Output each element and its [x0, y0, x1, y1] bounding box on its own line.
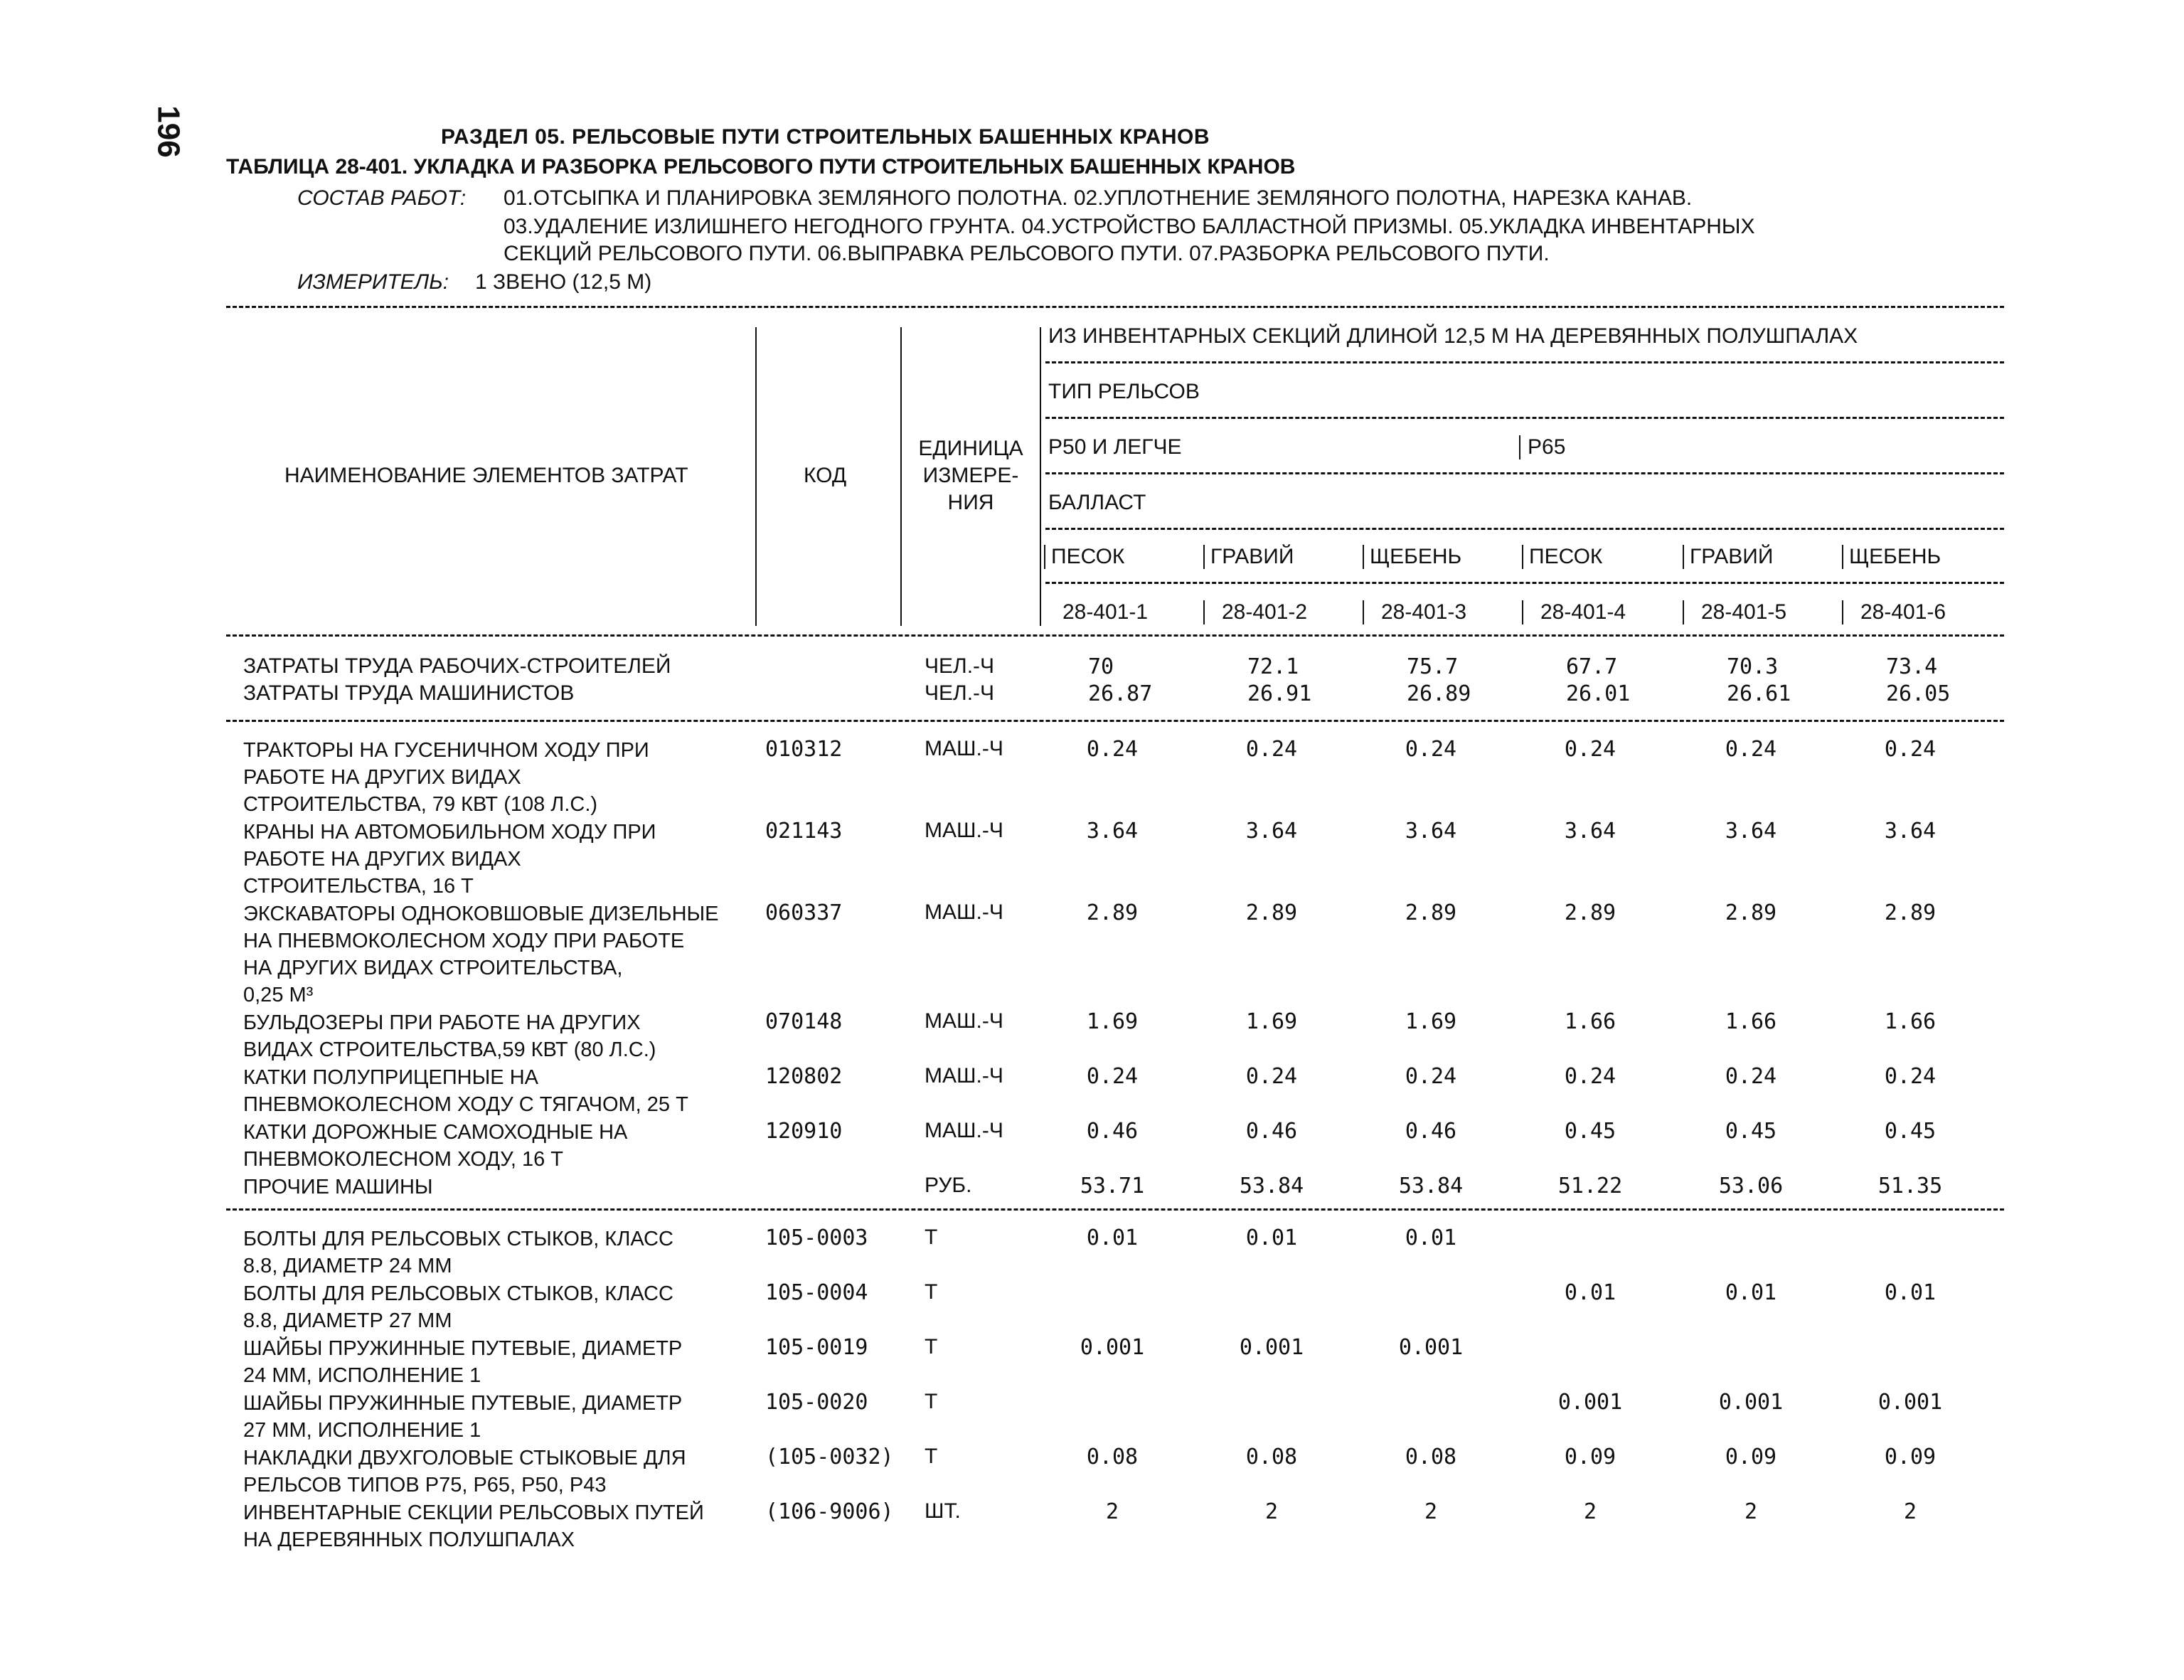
machines-value: 51.22 [1557, 1174, 1623, 1198]
materials-value: 0.08 [1245, 1445, 1298, 1469]
machines-row-name-line: СТРОИТЕЛЬСТВА, 79 КВТ (108 Л.С.) [243, 793, 598, 816]
machines-value: 2.89 [1245, 900, 1298, 925]
materials-row-code: (106-9006) [765, 1499, 894, 1524]
materials-value: 0.01 [1884, 1280, 1937, 1305]
materials-value: 2 [1583, 1499, 1597, 1524]
table-title: ТАБЛИЦА 28-401. УКЛАДКА И РАЗБОРКА РЕЛЬСОВОГО ПУТИ СТРОИТЕЛЬНЫХ БАШЕННЫХ КРАНОВ [226, 155, 1296, 179]
labor-value: 67.7 [1566, 654, 1618, 679]
divider [226, 1208, 2004, 1211]
machines-row-code: 060337 [765, 900, 843, 925]
machines-row-name-line: КАТКИ ДОРОЖНЫЕ САМОХОДНЫЕ НА [243, 1121, 628, 1144]
materials-value: 0.01 [1245, 1226, 1298, 1250]
materials-row-code: 105-0004 [765, 1280, 868, 1305]
materials-value: 0.001 [1557, 1390, 1623, 1415]
divider [1045, 582, 2004, 584]
machines-row-unit: МАШ.-Ч [925, 737, 1003, 760]
machines-row-name-line: ПНЕВМОКОЛЕСНОМ ХОДУ, 16 Т [243, 1148, 563, 1171]
materials-row-name-line: ШАЙБЫ ПРУЖИННЫЕ ПУТЕВЫЕ, ДИАМЕТР [243, 1392, 683, 1415]
materials-row-unit: ШТ. [925, 1499, 961, 1523]
labor-value: 72.1 [1247, 654, 1299, 679]
materials-value: 2 [1744, 1499, 1758, 1524]
header-code-column: КОД [804, 464, 847, 487]
materials-value: 0.09 [1725, 1445, 1777, 1469]
divider [1045, 417, 2004, 419]
header-column-code: 28-401-4 [1540, 600, 1626, 624]
work-composition-line: 03.УДАЛЕНИЕ ИЗЛИШНЕГО НЕГОДНОГО ГРУНТА. 04.УСТРОЙСТВО БАЛЛАСТНОЙ ПРИЗМЫ. 05.УКЛАДКА ИНВЕНТАРНЫХ [504, 215, 1755, 238]
divider [1045, 361, 2004, 363]
machines-value: 2.89 [1884, 900, 1937, 925]
column-divider [1842, 545, 1843, 569]
machines-value: 2.89 [1564, 900, 1616, 925]
materials-value: 0.08 [1405, 1445, 1457, 1469]
machines-value: 53.06 [1718, 1174, 1784, 1198]
machines-value: 3.64 [1884, 819, 1937, 844]
divider [226, 720, 2004, 722]
header-rail-p65: Р65 [1528, 435, 1566, 459]
machines-value: 3.64 [1564, 819, 1616, 844]
machines-value: 0.24 [1564, 1064, 1616, 1089]
materials-value: 2 [1264, 1499, 1279, 1524]
column-divider [1522, 545, 1523, 569]
materials-value: 0.001 [1239, 1335, 1304, 1360]
header-unit-line: ИЗМЕРЕ- [922, 464, 1019, 487]
materials-value: 0.01 [1086, 1226, 1139, 1250]
materials-row-name-line: 24 ММ, ИСПОЛНЕНИЕ 1 [243, 1364, 481, 1387]
work-composition-line: СЕКЦИЙ РЕЛЬСОВОГО ПУТИ. 06.ВЫПРАВКА РЕЛЬСОВОГО ПУТИ. 07.РАЗБОРКА РЕЛЬСОВОГО ПУТИ. [504, 242, 1550, 265]
materials-row-code: 105-0019 [765, 1335, 868, 1360]
materials-row-unit: Т [925, 1445, 938, 1468]
machines-row-name-line: КАТКИ ПОЛУПРИЦЕПНЫЕ НА [243, 1066, 538, 1089]
labor-row-name: ЗАТРАТЫ ТРУДА МАШИНИСТОВ [243, 681, 575, 705]
machines-value: 53.84 [1239, 1174, 1304, 1198]
labor-value: 26.89 [1407, 681, 1471, 706]
machines-value: 2.89 [1405, 900, 1457, 925]
header-ballast-type: ПЕСОК [1051, 545, 1125, 568]
machines-value: 0.45 [1564, 1119, 1616, 1144]
machines-value: 1.66 [1884, 1009, 1937, 1034]
machines-value: 0.24 [1086, 737, 1139, 762]
divider [1045, 528, 2004, 530]
column-divider [900, 327, 902, 626]
machines-value: 0.46 [1245, 1119, 1298, 1144]
materials-row-unit: Т [925, 1280, 938, 1304]
materials-row-unit: Т [925, 1390, 938, 1413]
machines-row-unit: РУБ. [925, 1174, 972, 1197]
materials-row-name-line: РЕЛЬСОВ ТИПОВ Р75, Р65, Р50, Р43 [243, 1474, 607, 1496]
machines-value: 1.69 [1245, 1009, 1298, 1034]
work-composition-label: СОСТАВ РАБОТ: [297, 186, 467, 210]
machines-value: 1.66 [1564, 1009, 1616, 1034]
labor-value: 73.4 [1886, 654, 1938, 679]
machines-value: 1.66 [1725, 1009, 1777, 1034]
divider [226, 306, 2004, 308]
machines-value: 53.71 [1080, 1174, 1145, 1198]
machines-row-name-line: ТРАКТОРЫ НА ГУСЕНИЧНОМ ХОДУ ПРИ [243, 739, 649, 762]
materials-value: 0.09 [1884, 1445, 1937, 1469]
column-divider [1842, 600, 1843, 624]
column-divider [1203, 600, 1205, 624]
machines-value: 2.89 [1725, 900, 1777, 925]
machines-value: 1.69 [1405, 1009, 1457, 1034]
materials-row-unit: Т [925, 1226, 938, 1249]
machines-row-code: 120802 [765, 1064, 843, 1089]
machines-value: 1.69 [1086, 1009, 1139, 1034]
machines-row-unit: МАШ.-Ч [925, 819, 1003, 842]
divider [1045, 472, 2004, 474]
header-rail-type: ТИП РЕЛЬСОВ [1048, 380, 1200, 403]
labor-row-unit: ЧЕЛ.-Ч [925, 654, 995, 678]
machines-row-code: 021143 [765, 819, 843, 844]
machines-row-name-line: БУЛЬДОЗЕРЫ ПРИ РАБОТЕ НА ДРУГИХ [243, 1011, 641, 1034]
machines-value: 0.24 [1884, 1064, 1937, 1089]
machines-value: 0.24 [1086, 1064, 1139, 1089]
machines-row-name-line: НА ПНЕВМОКОЛЕСНОМ ХОДУ ПРИ РАБОТЕ [243, 930, 685, 952]
materials-row-code: (105-0032) [765, 1445, 894, 1469]
labor-value: 75.7 [1407, 654, 1459, 679]
materials-value: 0.001 [1398, 1335, 1464, 1360]
machines-row-unit: МАШ.-Ч [925, 900, 1003, 924]
header-column-code: 28-401-1 [1062, 600, 1149, 624]
materials-value: 2 [1105, 1499, 1119, 1524]
machines-row-name-line: СТРОИТЕЛЬСТВА, 16 Т [243, 875, 474, 898]
column-divider [1040, 327, 1041, 626]
machines-value: 0.24 [1725, 1064, 1777, 1089]
labor-value: 26.01 [1566, 681, 1631, 706]
header-column-code: 28-401-6 [1860, 600, 1946, 624]
machines-value: 0.45 [1725, 1119, 1777, 1144]
machines-row-name-line: НА ДРУГИХ ВИДАХ СТРОИТЕЛЬСТВА, [243, 957, 623, 979]
machines-row-name-line: 0,25 М³ [243, 984, 314, 1006]
machines-row-name-line: ВИДАХ СТРОИТЕЛЬСТВА,59 КВТ (80 Л.С.) [243, 1038, 656, 1061]
machines-row-code: 010312 [765, 737, 843, 762]
machines-row-name-line: ЭКСКАВАТОРЫ ОДНОКОВШОВЫЕ ДИЗЕЛЬНЫЕ [243, 903, 719, 925]
machines-value: 3.64 [1405, 819, 1457, 844]
header-ballast: БАЛЛАСТ [1048, 491, 1146, 514]
column-divider [1522, 600, 1523, 624]
header-ballast-type: ЩЕБЕНЬ [1370, 545, 1462, 568]
labor-value: 26.61 [1727, 681, 1791, 706]
machines-value: 0.24 [1405, 1064, 1457, 1089]
header-ballast-type: ГРАВИЙ [1690, 545, 1774, 568]
materials-row-name-line: ИНВЕНТАРНЫЕ СЕКЦИИ РЕЛЬСОВЫХ ПУТЕЙ [243, 1501, 704, 1524]
header-column-code: 28-401-3 [1381, 600, 1467, 624]
page-number: 196 [151, 105, 186, 158]
machines-value: 3.64 [1245, 819, 1298, 844]
machines-row-unit: МАШ.-Ч [925, 1064, 1003, 1088]
header-name-column: НАИМЕНОВАНИЕ ЭЛЕМЕНТОВ ЗАТРАТ [284, 464, 688, 487]
labor-value: 70 [1088, 654, 1114, 679]
column-divider [1363, 600, 1364, 624]
header-group: ИЗ ИНВЕНТАРНЫХ СЕКЦИЙ ДЛИНОЙ 12,5 М НА ДЕРЕВЯННЫХ ПОЛУШПАЛАХ [1048, 324, 1858, 348]
machines-row-code: 070148 [765, 1009, 843, 1034]
column-divider [1044, 545, 1045, 569]
machines-row-name-line: РАБОТЕ НА ДРУГИХ ВИДАХ [243, 766, 521, 789]
machines-row-code: 120910 [765, 1119, 843, 1144]
machines-value: 0.24 [1245, 1064, 1298, 1089]
materials-value: 2 [1903, 1499, 1917, 1524]
column-divider [1203, 545, 1205, 569]
labor-value: 26.87 [1088, 681, 1153, 706]
materials-row-name-line: БОЛТЫ ДЛЯ РЕЛЬСОВЫХ СТЫКОВ, КЛАСС [243, 1228, 673, 1250]
materials-value: 0.01 [1725, 1280, 1777, 1305]
column-divider [1519, 435, 1520, 459]
machines-value: 0.24 [1725, 737, 1777, 762]
measure-label: ИЗМЕРИТЕЛЬ: [297, 270, 449, 294]
materials-value: 0.001 [1080, 1335, 1145, 1360]
materials-row-name-line: НАКЛАДКИ ДВУХГОЛОВЫЕ СТЫКОВЫЕ ДЛЯ [243, 1447, 686, 1469]
machines-row-name-line: КРАНЫ НА АВТОМОБИЛЬНОМ ХОДУ ПРИ [243, 821, 656, 844]
machines-value: 0.24 [1245, 737, 1298, 762]
section-title: РАЗДЕЛ 05. РЕЛЬСОВЫЕ ПУТИ СТРОИТЕЛЬНЫХ БАШЕННЫХ КРАНОВ [441, 125, 1210, 149]
labor-row-unit: ЧЕЛ.-Ч [925, 681, 995, 705]
header-column-code: 28-401-2 [1222, 600, 1308, 624]
header-ballast-type: ПЕСОК [1529, 545, 1603, 568]
machines-value: 0.45 [1884, 1119, 1937, 1144]
machines-value: 51.35 [1877, 1174, 1943, 1198]
materials-row-name-line: 8.8, ДИАМЕТР 27 ММ [243, 1309, 452, 1332]
column-divider [1683, 545, 1684, 569]
header-ballast-type: ЩЕБЕНЬ [1849, 545, 1941, 568]
header-unit-line: ЕДИНИЦА [918, 437, 1023, 460]
materials-value: 0.09 [1564, 1445, 1616, 1469]
machines-row-unit: МАШ.-Ч [925, 1119, 1003, 1142]
labor-value: 70.3 [1727, 654, 1779, 679]
labor-value: 26.91 [1247, 681, 1312, 706]
column-divider [1683, 600, 1684, 624]
machines-row-name-line: ПРОЧИЕ МАШИНЫ [243, 1176, 433, 1198]
materials-value: 0.01 [1564, 1280, 1616, 1305]
machines-row-unit: МАШ.-Ч [925, 1009, 1003, 1033]
materials-row-code: 105-0020 [765, 1390, 868, 1415]
measure-value: 1 ЗВЕНО (12,5 М) [475, 270, 652, 294]
machines-row-name-line: РАБОТЕ НА ДРУГИХ ВИДАХ [243, 848, 521, 871]
machines-value: 3.64 [1086, 819, 1139, 844]
header-column-code: 28-401-5 [1701, 600, 1787, 624]
machines-value: 0.24 [1884, 737, 1937, 762]
materials-row-name-line: БОЛТЫ ДЛЯ РЕЛЬСОВЫХ СТЫКОВ, КЛАСС [243, 1282, 673, 1305]
materials-row-code: 105-0003 [765, 1226, 868, 1250]
materials-row-name-line: 27 ММ, ИСПОЛНЕНИЕ 1 [243, 1419, 481, 1442]
machines-value: 0.46 [1086, 1119, 1139, 1144]
machines-value: 3.64 [1725, 819, 1777, 844]
materials-value: 0.01 [1405, 1226, 1457, 1250]
column-divider [1363, 545, 1364, 569]
labor-value: 26.05 [1886, 681, 1951, 706]
materials-value: 0.001 [1718, 1390, 1784, 1415]
machines-value: 0.24 [1405, 737, 1457, 762]
work-composition-line: 01.ОТСЫПКА И ПЛАНИРОВКА ЗЕМЛЯНОГО ПОЛОТНА. 02.УПЛОТНЕНИЕ ЗЕМЛЯНОГО ПОЛОТНА, НАРЕЗКА КАНАВ. [504, 186, 1693, 210]
header-rail-p50: Р50 И ЛЕГЧЕ [1048, 435, 1182, 459]
materials-value: 0.08 [1086, 1445, 1139, 1469]
column-divider [755, 327, 757, 626]
machines-value: 53.84 [1398, 1174, 1464, 1198]
materials-row-name-line: ШАЙБЫ ПРУЖИННЫЕ ПУТЕВЫЕ, ДИАМЕТР [243, 1337, 683, 1360]
machines-row-name-line: ПНЕВМОКОЛЕСНОМ ХОДУ С ТЯГАЧОМ, 25 Т [243, 1093, 688, 1116]
materials-row-unit: Т [925, 1335, 938, 1359]
materials-value: 0.001 [1877, 1390, 1943, 1415]
divider [226, 634, 2004, 637]
header-unit-line: НИЯ [947, 491, 994, 514]
header-ballast-type: ГРАВИЙ [1210, 545, 1294, 568]
machines-value: 0.46 [1405, 1119, 1457, 1144]
materials-value: 2 [1424, 1499, 1438, 1524]
machines-value: 0.24 [1564, 737, 1616, 762]
materials-row-name-line: 8.8, ДИАМЕТР 24 ММ [243, 1255, 452, 1277]
labor-row-name: ЗАТРАТЫ ТРУДА РАБОЧИХ-СТРОИТЕЛЕЙ [243, 654, 671, 678]
machines-value: 2.89 [1086, 900, 1139, 925]
materials-row-name-line: НА ДЕРЕВЯННЫХ ПОЛУШПАЛАХ [243, 1529, 575, 1551]
